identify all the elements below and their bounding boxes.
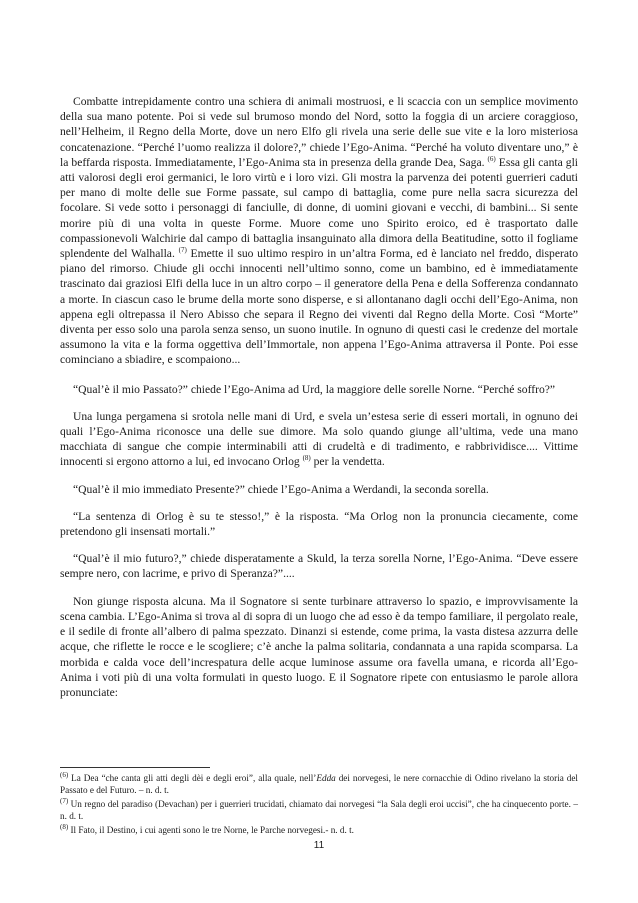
footnote-6-text-b: dei norvegesi, le nere cornacchie di Odino rivelano la storia del Passato e del Futuro. – n. d. t. (60, 773, 578, 796)
footnote-6-title: Edda (316, 773, 336, 783)
paragraph-1-part-c: Emette il suo ultimo respiro in un’altra Forma, ed è lanciato nel freddo, disperato piano del rimorso. Chiude gli occhi innocenti nell’ultimo sonno, come un bambino, ed è immediatamente trascinato dai graziosi Elfi della luce in un altro corpo – il generatore della Pena e della Sofferenza condannato a morte. In ciascun caso le brume della morte sono disperse, e si allontanano dagli occhi dell’Ego-Anima, non appena egli oltrepassa il Nero Abisso che separa il Regno dei viventi dal Regno della Morte. Così “Morte” diventa per esso solo una parola senza senso, un suono inutile. In ognuno di questi casi le credenze del mortale assumono la vita e la forma oggettiva dell’Immortale, non appena l’Ego-Anima attraversa il Ponte. Poi esse cominciano a sbiadire, e scompaiono... (60, 247, 579, 367)
footnote-6-marker: (6) (60, 770, 69, 779)
paragraph-3-part-a: Una lunga pergamena si srotola nelle mani di Urd, e svela un’estesa serie di esseri mortali, in ognuno dei quali l’Ego-Anima riconosce una delle sue dimore. Ma solo quando giunge all’ultima, vede una mano macchiata di sangue che compie interminabili atti di crudeltà e di tradimento, e rabbrividisce.... Vittime innocenti si ergono attorno a lui, ed invocano Orlog (60, 409, 578, 469)
paragraph-5: “La sentenza di Orlog è su te stesso!,” è la risposta. “Ma Orlog non la pronuncia ciecamente, come pretendono gli insensati mortali.” (60, 509, 578, 539)
footnote-7-text: Un regno del paradiso (Devachan) per i guerrieri trucidati, chiamato dai norvegesi “la Sala degli eroi uccisi”, che ha cinquecento porte. – n. d. t. (60, 798, 578, 822)
footnote-7 (60, 798, 578, 823)
page-number: 11 (313, 840, 325, 851)
footnotes (60, 772, 578, 837)
paragraph-7: Non giunge risposta alcuna. Ma il Sognatore si sente turbinare attraverso lo spazio, e improvvisamente la scena cambia. L’Ego-Anima si trova al di sopra di un luogo che ad esso è da tempo familiare, il pergolato reale, e il sedile di fronte all’albero di palma spezzato. Dinanzi si estende, come prima, la vasta distesa azzurra delle acque, che riflette le rocce e le scogliere; c’è anche la palma solitaria, condannata a una rapida scomparsa. La morbida e calda voce dell’increspatura delle acque luminose assume ora favella umana, e ricorda all’Ego-Anima i voti più di una volta formulati in questo luogo. E il Sognatore ripete con entusiasmo le parole allora pronunciate: (60, 594, 578, 699)
footnote-8-marker: (8) (60, 822, 69, 831)
footnote-6-text-a: La Dea “che canta gli atti degli dèi e degli eroi”, alla quale, nell’ (68, 773, 317, 783)
paragraph-1-part-a: Combatte intrepidamente contro una schiera di animali mostruosi, e li scaccia con un semplice movimento della sua mano potente. Poi si vede sul brumoso mondo del Nord, sotto la foggia di un arciere coraggioso, nell’Helheim, il Regno della Morte, dove un nero Elfo gli rivela una serie delle sue vite e la loro misteriosa concatenazione. “Perché l’uomo realizza il dolore?,” chiede l’Ego-Anima. “Perché ha voluto diventare uno,” è la beffarda risposta. Immediatamente, l’Ego-Anima sta in presenza della grande Dea, Saga. (60, 95, 578, 169)
footnote-8-text: Il Fato, il Destino, i cui agenti sono le tre Norne, le Parche norvegesi.- n. d. t. (68, 824, 354, 835)
footnote-6 (60, 772, 578, 797)
main-text (60, 94, 578, 712)
paragraph-3-part-b: per la vendetta. (310, 455, 385, 469)
footnote-ref-7[interactable]: (7) (178, 246, 187, 255)
paragraph-3 (60, 409, 578, 470)
paragraph-6: “Qual’è il mio futuro?,” chiede disperatamente a Skuld, la terza sorella Norne, l’Ego-Anima. “Deve essere sempre nero, con lacrime, e privo di Speranza?”.... (60, 552, 578, 581)
paragraph-1-part-b: Essa gli canta gli atti valorosi degli eroi germanici, le loro virtù e i loro vizi. Gli mostra la parvenza dei potenti guerrieri caduti per mano di molte delle sue Forme passate, sul campo di battaglia, come pure nella sacra sicurezza del focolare. Si vede sotto i personaggi di fanciulle, di donne, di uomini giovani e vecchi, di bambini... Si sente morire più di una volta in queste Forme. Muore come uno Spirito eroico, ed è trasportato dalle compassionevoli Walchirie dal campo di battaglia insanguinato alla dimora della Beatitudine, sotto il fogliame splendente del Walhalla. (60, 155, 579, 261)
footnote-ref-8[interactable]: (8) (302, 454, 311, 463)
footnote-7-marker: (7) (60, 796, 69, 805)
footnote-separator (60, 767, 210, 768)
paragraph-1 (60, 94, 578, 368)
footnote-8 (60, 824, 578, 836)
paragraph-2: “Qual’è il mio Passato?” chiede l’Ego-Anima ad Urd, la maggiore delle sorelle Norne. “Perché soffro?” (73, 382, 556, 396)
footnote-ref-6[interactable]: (6) (487, 154, 496, 163)
paragraph-4: “Qual’è il mio immediato Presente?” chiede l’Ego-Anima a Werdandi, la seconda sorella. (73, 482, 489, 496)
